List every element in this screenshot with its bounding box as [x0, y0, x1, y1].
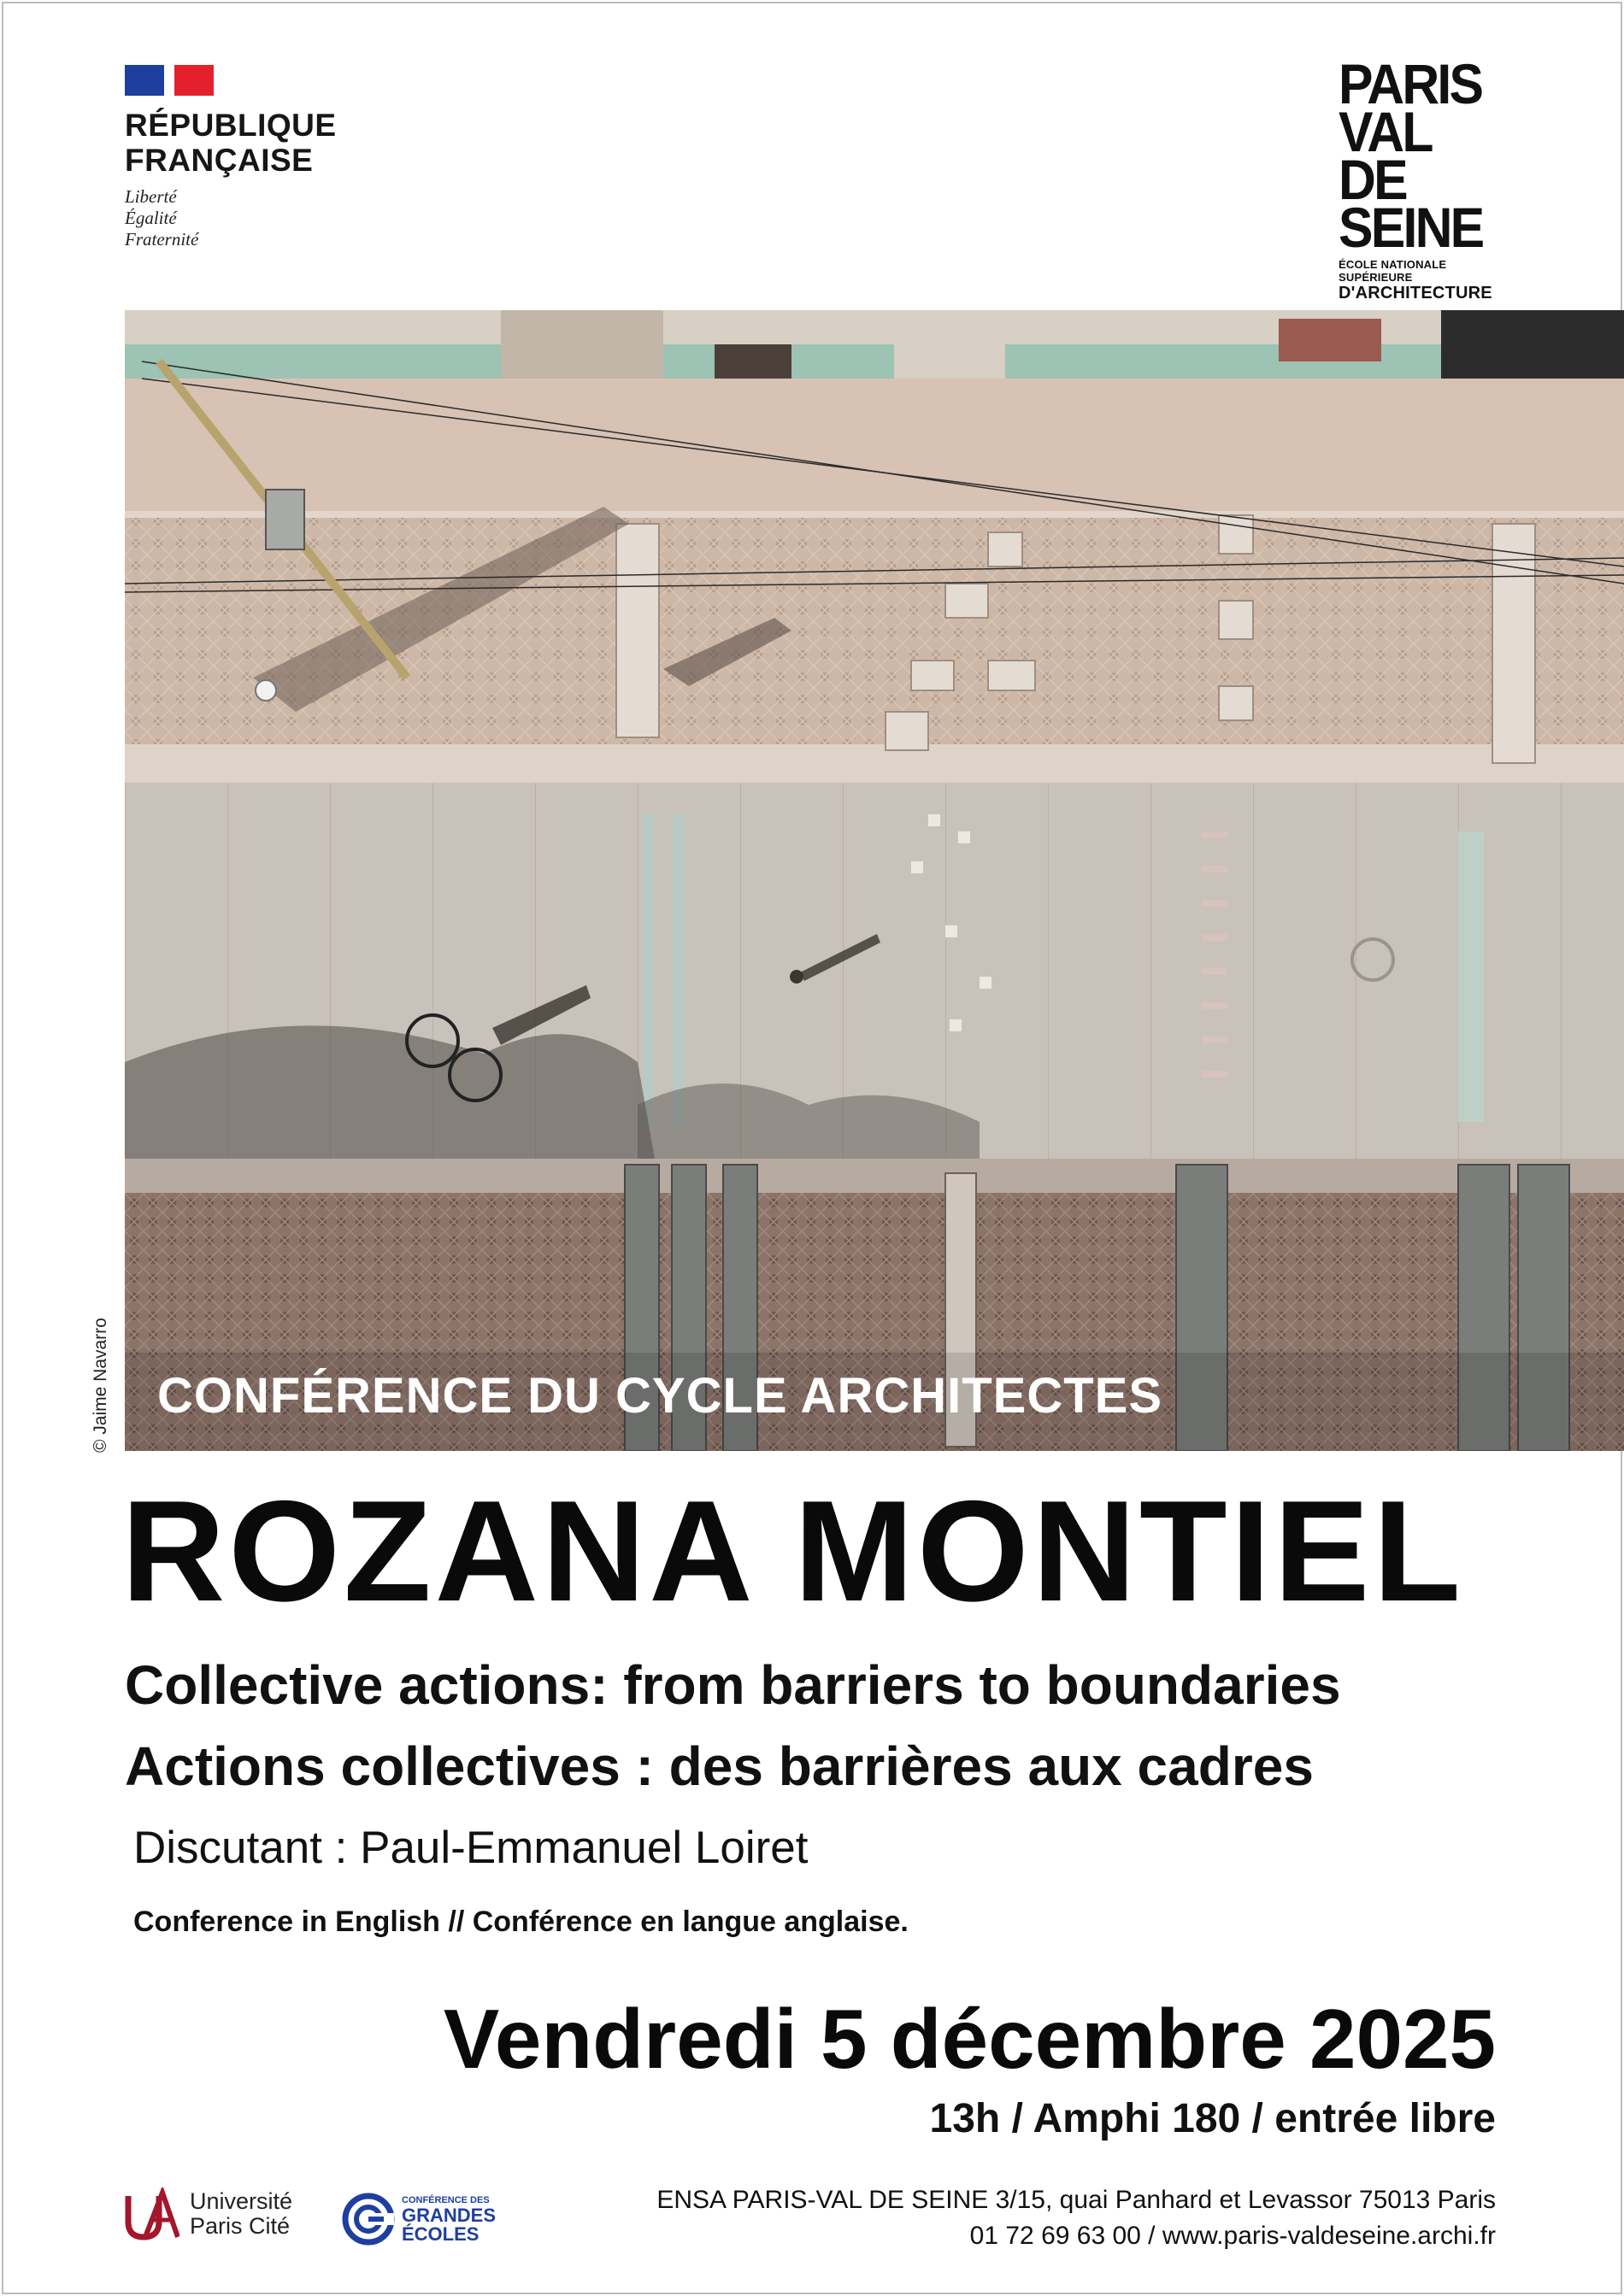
rf-motto-egalite: Égalité	[125, 208, 177, 228]
cge-line1: CONFÉRENCE DES	[402, 2194, 490, 2205]
upc-line1: Université	[190, 2188, 293, 2214]
school-logo-line3: SEINE	[1339, 196, 1483, 259]
upc-text	[190, 2189, 292, 2239]
french-flag-icon	[125, 65, 214, 96]
rf-name	[125, 108, 381, 178]
cge-line2: GRANDES	[402, 2204, 497, 2226]
aerial-street-photo	[125, 310, 1624, 1451]
event-time-place: 13h / Amphi 180 / entrée libre	[929, 2096, 1496, 2141]
upc-line2: Paris Cité	[190, 2213, 291, 2239]
cge-text	[402, 2195, 496, 2244]
rf-motto-fraternite: Fraternité	[125, 229, 199, 250]
address-line1: ENSA PARIS-VAL DE SEINE 3/15, quai Panhard et Levassor 75013 Paris	[656, 2186, 1496, 2214]
cge-line3: ÉCOLES	[402, 2223, 480, 2245]
speaker-name: ROZANA MONTIEL	[121, 1471, 1464, 1631]
school-logo-line2: VAL DE	[1339, 100, 1431, 211]
paris-val-de-seine-logo	[1339, 52, 1501, 303]
subtitle-english: Collective actions: from barriers to boundaries	[125, 1654, 1341, 1716]
republique-francaise-logo	[125, 65, 381, 250]
subtitle-french: Actions collectives : des barrières aux cadres	[125, 1735, 1314, 1797]
conference-cycle-title: CONFÉRENCE DU CYCLE ARCHITECTES	[157, 1368, 1163, 1424]
rf-motto	[125, 186, 381, 250]
street-illustration	[125, 310, 1624, 1451]
cge-logo	[342, 2193, 496, 2246]
rf-name-line2: FRANÇAISE	[125, 143, 314, 178]
event-date: Vendredi 5 décembre 2025	[443, 1992, 1496, 2086]
upc-emblem-icon	[125, 2187, 179, 2240]
address-line2: 01 72 69 63 00 / www.paris-valdeseine.archi.fr	[969, 2222, 1496, 2250]
cge-emblem-icon	[342, 2193, 395, 2246]
school-logo-sub1: ÉCOLE NATIONALE SUPÉRIEURE	[1339, 258, 1447, 284]
conference-language: Conference in English // Conférence en langue anglaise.	[133, 1906, 909, 1938]
photo-credit: © Jaime Navarro	[91, 1318, 110, 1453]
universite-paris-cite-logo	[125, 2187, 292, 2240]
rf-name-line1: RÉPUBLIQUE	[125, 108, 337, 143]
discussant: Discutant : Paul-Emmanuel Loiret	[133, 1823, 809, 1873]
school-logo-line1: PARIS	[1339, 52, 1482, 115]
school-logo-sub2: D'ARCHITECTURE	[1339, 284, 1492, 302]
rf-motto-liberte: Liberté	[125, 186, 177, 207]
